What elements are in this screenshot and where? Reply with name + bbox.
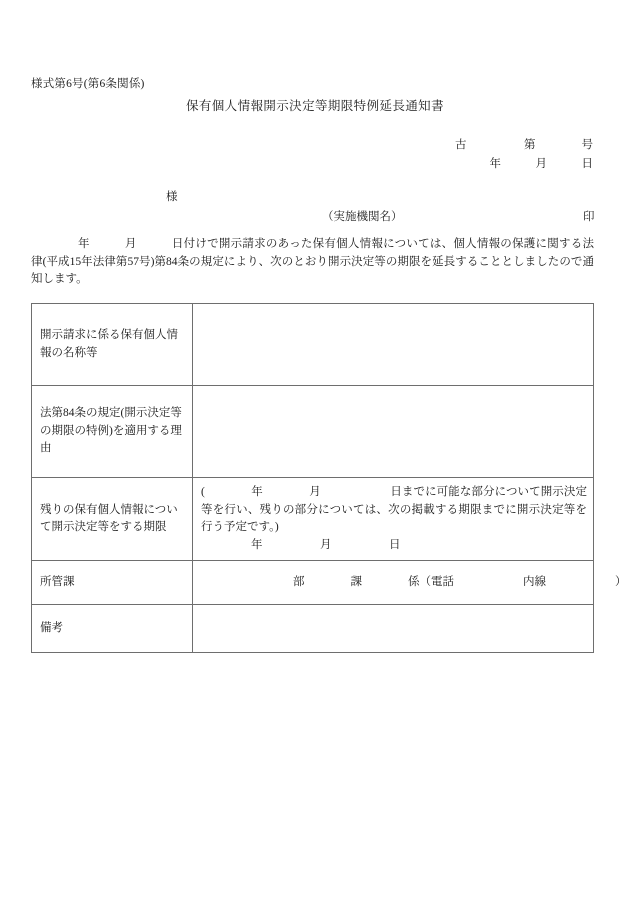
form-number: 様式第6号(第6条関係) xyxy=(31,78,145,90)
document-number-line: 古 第 号 xyxy=(455,139,593,151)
document-meta-block xyxy=(455,136,593,174)
table-row xyxy=(32,605,594,653)
row-value-date-line: 年 月 日 xyxy=(251,538,401,551)
table-row-value[interactable] xyxy=(193,561,627,605)
row-label-text: 残りの保有個人情報について開示決定等をする期限 xyxy=(40,503,178,533)
row-value-department-line: 部 課 係（電話 内線 ） xyxy=(293,575,627,588)
row-label-text: 所管課 xyxy=(40,575,75,588)
table-row-label xyxy=(32,561,193,605)
table-row-label xyxy=(32,386,193,478)
issuer-organization-label: （実施機関名） xyxy=(322,211,403,223)
table-row xyxy=(32,304,594,386)
seal-mark: 印 xyxy=(583,211,595,223)
addressee-suffix: 様 xyxy=(166,191,178,203)
row-label-text: 開示請求に係る保有個人情報の名称等 xyxy=(40,329,178,359)
row-label-text: 法第84条の規定(開示決定等の期限の特例)を適用する理由 xyxy=(40,407,182,455)
table-row-value[interactable] xyxy=(193,386,594,478)
table-row xyxy=(32,561,594,605)
table-row-label xyxy=(32,478,193,561)
table-row-label xyxy=(32,605,193,653)
row-label-text: 備考 xyxy=(40,621,63,634)
table-row-label xyxy=(32,304,193,386)
issuer-row xyxy=(0,208,630,226)
body-paragraph: 年 月 日付けで開示請求のあった保有個人情報については、個人情報の保護に関する法律(平成15年法律第57号)第84条の規定により、次のとおり開示決定等の期限を延長することとしましたので通知します。 xyxy=(31,238,594,285)
row-value-text: ( 年 月 日までに可能な部分について開示決定等を行い、残りの部分については、次の掲載する期限までに開示決定等を行う予定です。) xyxy=(201,486,587,533)
page-title: 保有個人情報開示決定等期限特例延長通知書 xyxy=(185,99,444,113)
table-row-value[interactable] xyxy=(193,478,594,561)
table-row xyxy=(32,386,594,478)
table-row-value[interactable] xyxy=(193,605,594,653)
table-row-value[interactable] xyxy=(193,304,594,386)
notification-table xyxy=(31,303,627,653)
document-date-line: 年 月 日 xyxy=(455,158,593,170)
table-row xyxy=(32,478,594,561)
